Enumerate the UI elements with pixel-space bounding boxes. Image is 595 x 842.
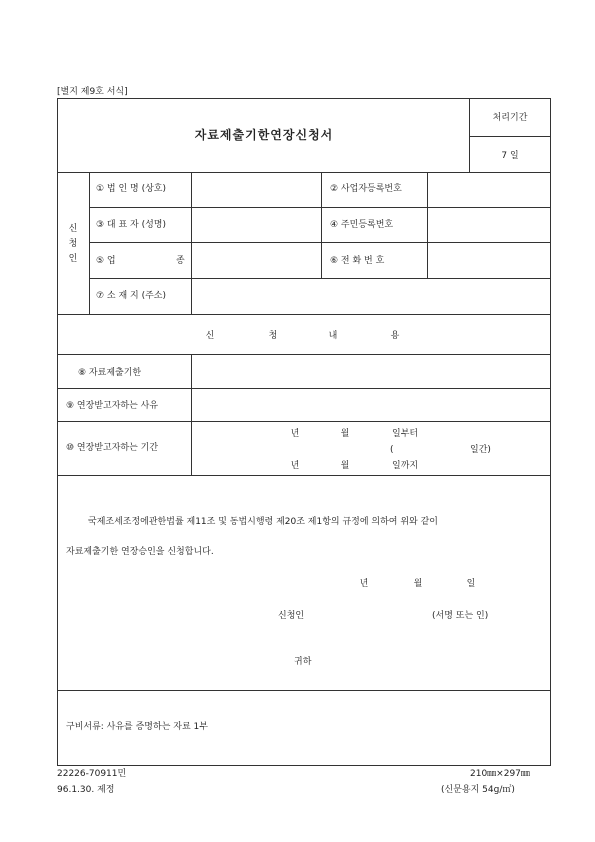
request-heading-char-2: 청	[268, 331, 278, 341]
statement-signature-field[interactable]	[315, 606, 425, 624]
request-heading-char-3: 내	[328, 331, 338, 341]
statement-signature-label: (서명 또는 인)	[432, 611, 489, 621]
applicant-section-bottom	[57, 314, 551, 315]
statement-line-1: 국제조세조정에관한법률 제11조 및 동법시행령 제20조 제1항의 규정에 의하여 위와 같이	[88, 517, 438, 527]
statement-addressee: 귀하	[294, 657, 312, 667]
applicant-right-divider	[427, 172, 428, 278]
business-type-value[interactable]	[193, 243, 320, 277]
statement-date-month: 월	[413, 579, 423, 589]
reason-row-bottom	[57, 421, 551, 422]
period-to-month: 월	[340, 461, 350, 471]
period-from-day: 일부터	[392, 429, 419, 439]
biz-reg-no-label: ② 사업자등록번호	[330, 184, 402, 194]
footer-paper-type: (신문용지 54g/㎡)	[441, 785, 515, 795]
period-open-paren: (	[390, 445, 394, 455]
frame-bottom	[57, 765, 551, 766]
footer-form-code: 22226-70911민	[57, 769, 127, 779]
request-heading-char-1: 신	[205, 331, 215, 341]
resident-no-label: ④ 주민등록번호	[330, 220, 394, 230]
applicant-section-divider	[89, 172, 90, 314]
representative-value[interactable]	[193, 208, 320, 241]
attachment-top	[57, 690, 551, 691]
applicant-label-char-3: 인	[68, 254, 78, 264]
period-label: ⑩ 연장받고자하는 기간	[66, 443, 159, 453]
phone-label: ⑥ 전 화 번 호	[330, 256, 385, 266]
reason-value[interactable]	[193, 389, 549, 420]
period-from-month: 월	[340, 429, 350, 439]
corp-name-value[interactable]	[193, 173, 320, 206]
address-value[interactable]	[193, 279, 549, 313]
period-from-year: 년	[290, 429, 300, 439]
address-label: ⑦ 소 재 지 (주소)	[96, 291, 167, 301]
business-type-label-a: ⑤ 업	[96, 256, 116, 266]
resident-no-value[interactable]	[429, 208, 549, 241]
title-divider	[469, 98, 470, 172]
applicant-label-divider	[191, 172, 192, 314]
deadline-value[interactable]	[193, 355, 549, 387]
request-label-divider	[191, 354, 192, 475]
frame-top	[57, 98, 551, 99]
phone-value[interactable]	[429, 243, 549, 277]
statement-line-2: 자료제출기한 연장승인을 신청합니다.	[66, 547, 214, 557]
frame-left	[57, 98, 58, 766]
processing-label: 처리기간	[492, 113, 528, 123]
applicant-label-char-1: 신	[68, 224, 78, 234]
reason-label: ⑨ 연장받고자하는 사유	[66, 401, 159, 411]
deadline-label: ⑧ 자료제출기한	[78, 368, 142, 378]
processing-value: 7 일	[501, 151, 519, 161]
applicant-mid-divider	[321, 172, 322, 278]
period-days: 일간)	[470, 445, 491, 455]
attachment-text: 구비서류: 사유를 증명하는 자료 1부	[66, 722, 208, 732]
period-to-year: 년	[290, 461, 300, 471]
processing-divider	[469, 136, 551, 137]
representative-label: ③ 대 표 자 (성명)	[96, 220, 167, 230]
footer-enactment-date: 96.1.30. 제정	[57, 785, 115, 795]
business-type-label-b: 종	[176, 256, 185, 266]
period-row-bottom	[57, 475, 551, 476]
request-heading-char-4: 용	[390, 331, 400, 341]
biz-reg-no-value[interactable]	[429, 173, 549, 206]
applicant-label-char-2: 청	[68, 239, 78, 249]
statement-date-day: 일	[466, 579, 476, 589]
form-title: 자료제출기한연장신청서	[194, 128, 334, 142]
statement-date-year: 년	[359, 579, 369, 589]
form-number-label: [별지 제9호 서식]	[57, 87, 128, 97]
corp-name-label: ① 법 인 명 (상호)	[96, 184, 167, 194]
footer-paper-size: 210㎜×297㎜	[470, 769, 530, 779]
period-to-day: 일까지	[392, 461, 419, 471]
statement-applicant-label: 신청인	[278, 611, 305, 621]
frame-right	[550, 98, 551, 766]
